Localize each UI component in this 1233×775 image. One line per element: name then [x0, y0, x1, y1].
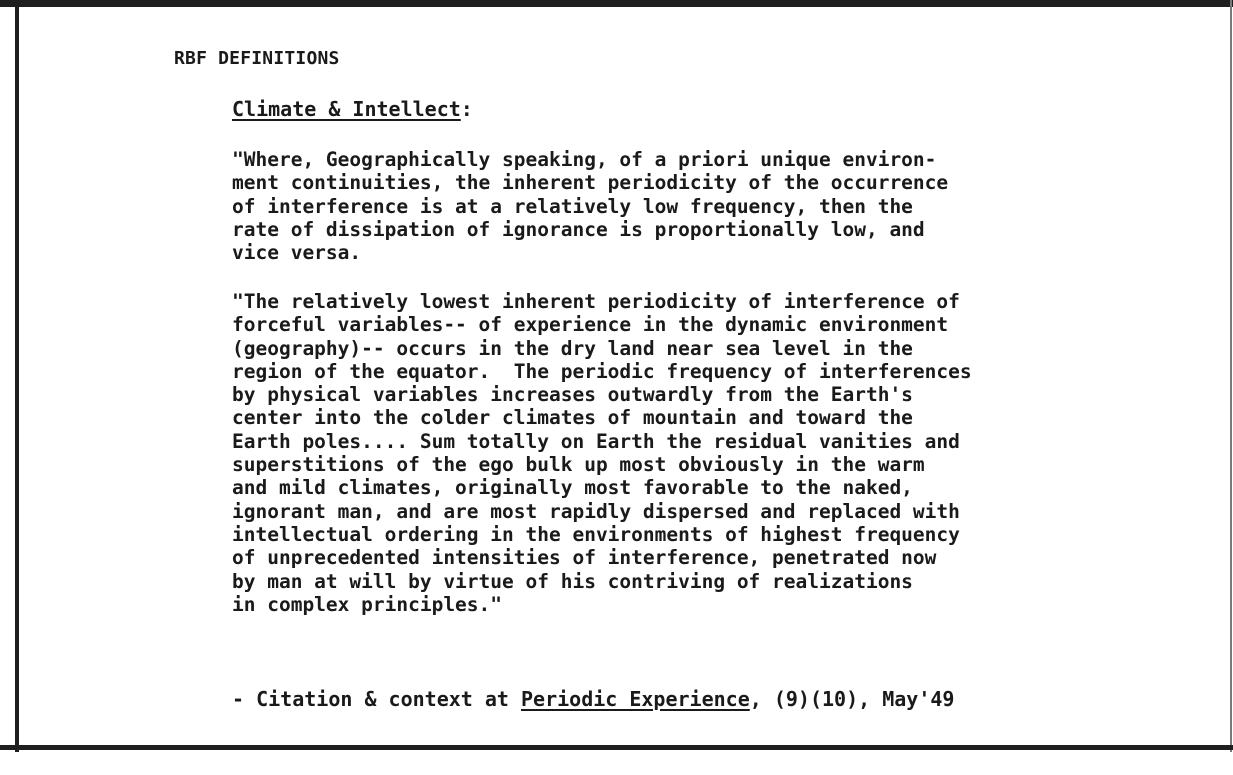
section-heading	[232, 97, 473, 121]
bottom-border	[0, 745, 1233, 750]
left-border	[15, 0, 19, 752]
page-title: RBF DEFINITIONS	[174, 48, 340, 69]
section-heading-text: Climate & Intellect	[232, 97, 461, 121]
quote-paragraph-1: "Where, Geographically speaking, of a priori unique environ- ment continuities, the inherent periodicity of the occurrence of interference is at a relatively low frequency, then the rate of dissipation of ignorance is proportionally low, and vice versa.	[232, 148, 949, 265]
top-border	[0, 0, 1233, 7]
right-border	[1230, 0, 1232, 752]
citation-line	[232, 687, 954, 711]
citation-source: Periodic Experience	[520, 687, 750, 711]
citation-prefix: - Citation & context at	[232, 687, 521, 711]
quote-paragraph-2: "The relatively lowest inherent periodicity of interference of forceful variables-- of experience in the dynamic environment (geography)-- occurs in the dry land near sea level in the region of the equator. The periodic frequency of interferences by physical variables increases outwardly from the Earth's center into the colder climates of mountain and toward the Earth poles.... Sum totally on Earth the residual vanities and superstitions of the ego bulk up most obviously in the warm and mild climates, originally most favorable to the naked, ignorant man, and are most rapidly dispersed and replaced with intellectual ordering in the environments of highest frequency of unprecedented intensities of interference, penetrated now by man at will by virtue of his contriving of realizations in complex principles."	[232, 290, 972, 616]
section-heading-colon: :	[460, 97, 473, 121]
citation-suffix: , (9)(10), May'49	[749, 687, 955, 711]
